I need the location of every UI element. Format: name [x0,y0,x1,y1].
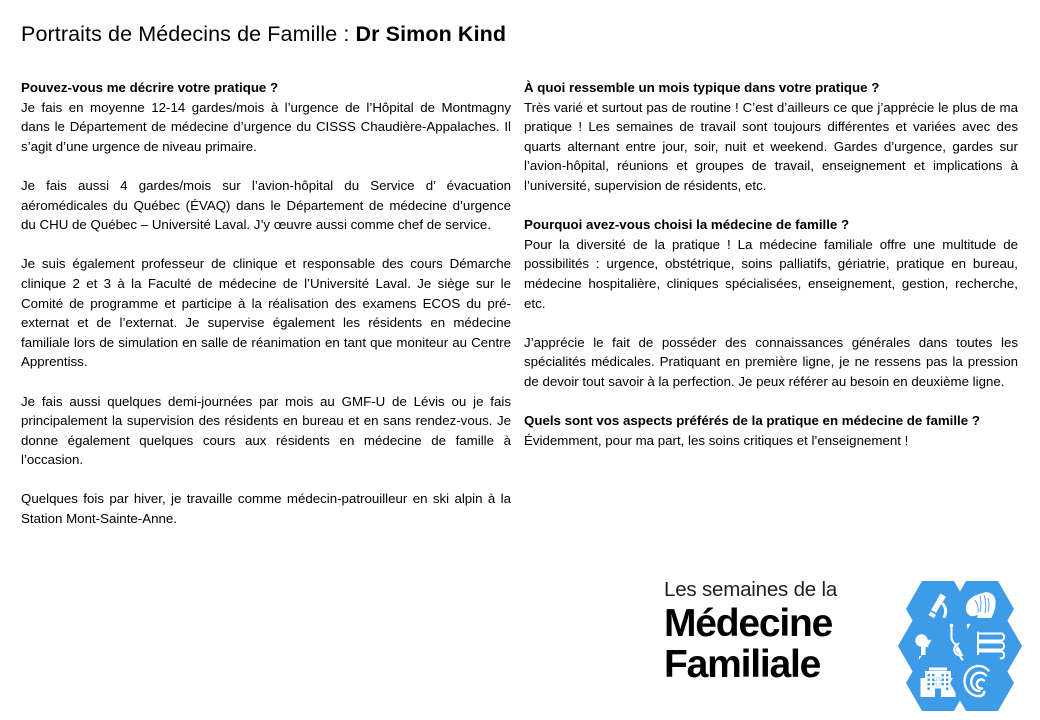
answer-paragraph-1-2: Je fais aussi 4 gardes/mois sur l’avion-hôpital du Service d’ évacuation aéromédicales du Québec (ÉVAQ) dans le Département de médecine d’urgence du CHU de Québec – Université Laval. J’y œuvre aussi comme chef de service. [21,177,511,233]
answer-paragraph-1-1: Je fais en moyenne 12-14 gardes/mois à l’urgence de l’Hôpital de Montmagny dans le Département de médecine d’urgence du CISSS Chaudière-Appalaches. Il s’agit d’une urgence de niveau primaire. [21,99,511,154]
paragraph-spacer [21,372,511,392]
page-title [21,20,506,48]
question-heading-3: Pourquoi avez-vous choisi la médecine de famille ? [524,217,850,233]
answer-paragraph-3-2: J’apprécie le fait de posséder des connaissances générales dans toutes les spécialités médicales. Pratiquant en première ligne, je ne ressens pas la pression de devoir tout savoir à la perfection. Je peux référer au besoin en deuxième ligne. [524,334,1018,389]
question-heading-2: À quoi ressemble un mois typique dans votre pratique ? [524,80,880,95]
answer-paragraph-4-1: Évidemment, pour ma part, les soins critiques et l’enseignement ! [524,432,909,448]
answer-paragraph-2-1: Très varié et surtout pas de routine ! C’est d’ailleurs ce que j’apprécie le plus de ma pratique ! Les semaines de travail sont toujours différentes et variées avec des quarts alternant entre jour, soir, nuit et weekend. Gardes d’urgence, gardes sur l’avion-hôpital, réunions et groupes de travail, enseignement et implications à l’université, supervision de résidents, etc. [524,99,1018,193]
question-heading-1: Pouvez-vous me décrire votre pratique ? [21,80,279,95]
logo-wordmark [664,578,902,685]
paragraph-spacer [21,235,511,255]
answer-paragraph-1-5: Quelques fois par hiver, je travaille comme médecin-patrouilleur en ski alpin à la Station Mont-Sainte-Anne. [21,491,511,527]
paragraph-spacer [524,196,1018,216]
paragraph-spacer [524,313,1018,333]
left-column [21,78,511,529]
answer-paragraph-1-4: Je fais aussi quelques demi-journées par mois au GMF-U de Lévis ou je fais principalement la supervision des résidents en bureau et en sans rendez-vous. Je donne également quelques cours aux résidents en médecine de famille à l’occasion. [21,393,511,468]
logo-line-3: Familiale [664,643,821,686]
page-title-name: Dr Simon Kind [355,22,507,46]
logo-hexagon-cluster [896,578,1024,712]
question-heading-4: Quels sont vos aspects préférés de la pratique en médecine de famille ? [524,413,980,429]
paragraph-spacer [21,470,511,490]
right-column [524,78,1018,450]
logo-line-2: Médecine [664,602,833,645]
answer-paragraph-3-1: Pour la diversité de la pratique ! La médecine familiale offre une multitude de possibilités : urgence, obstétrique, soins palliatifs, gériatrie, pratique en bureau, médecine hospitalière, cliniques spécialisées, enseignement, gestion, recherche, etc. [524,236,1018,311]
page-title-prefix: Portraits de Médecins de Famille : [21,22,356,46]
answer-paragraph-1-3: Je suis également professeur de clinique et responsable des cours Démarche clinique 2 et 3 à la Faculté de médecine de l’Université Laval. Je siège sur le Comité de programme et participe à la réalisation des examens ECOS du pré-externat et de l’externat. Je supervise également les résidents en médecine familiale lors de simulation en salle de réanimation en tant que moniteur au Centre Apprentiss. [21,256,511,370]
paragraph-spacer [524,392,1018,412]
paragraph-spacer [21,156,511,176]
logo-line-1: Les semaines de la [664,578,838,601]
logo-semaines-medecine-familiale [664,578,1024,718]
